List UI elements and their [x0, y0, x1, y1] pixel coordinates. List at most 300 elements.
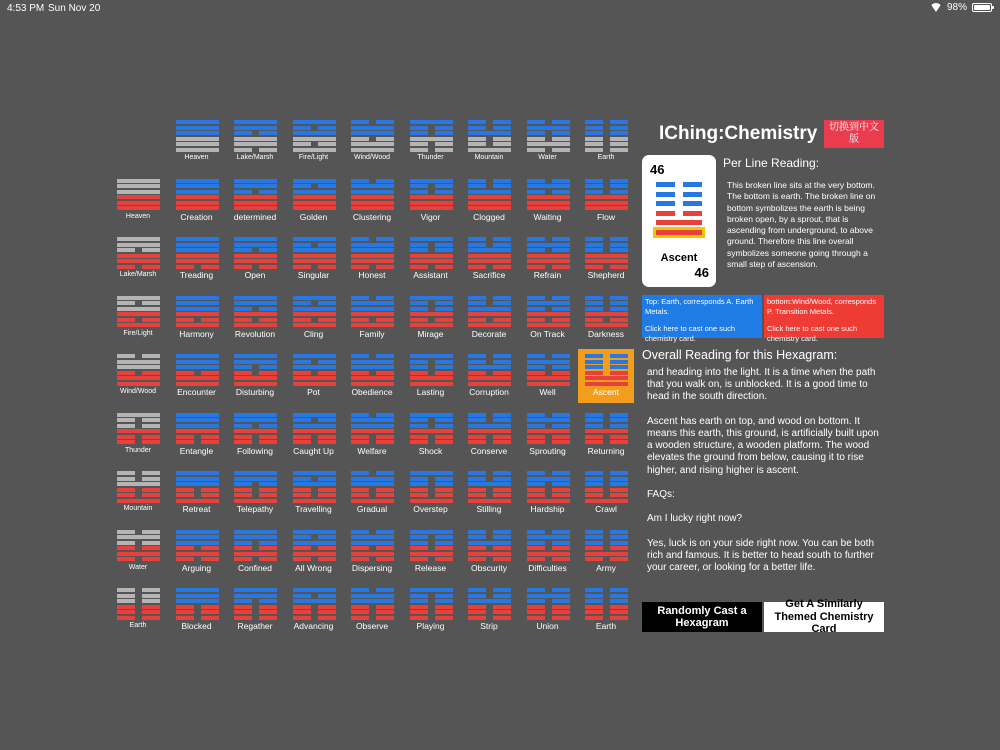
broken-line — [468, 488, 511, 492]
cell-label: Darkness — [588, 328, 624, 339]
solid-line — [176, 142, 219, 146]
per-line-text: This broken line sits at the very bottom. The bottom is earth. The broken line on bottom symbolizes the earth is being broken open, by a sprout, that is ascending from underground, to above ground. Therefore this line overall symbolizes someone going through a small step of ascension. — [727, 180, 876, 270]
card-line — [656, 220, 702, 225]
hexagram-cell[interactable] — [578, 349, 634, 403]
solid-line — [176, 418, 219, 422]
hexagram-cell[interactable] — [344, 174, 400, 228]
hexagram-lines — [468, 296, 511, 330]
hexagram-cell[interactable] — [403, 291, 459, 345]
similar-card-button[interactable]: Get A Similarly Themed Chemistry Card — [764, 602, 884, 632]
broken-line — [234, 482, 277, 486]
hexagram-cell[interactable] — [227, 466, 283, 520]
broken-line — [527, 413, 570, 417]
solid-line — [410, 195, 453, 199]
cell-label: Golden — [299, 211, 328, 222]
hexagram-cell[interactable] — [227, 583, 283, 637]
broken-line — [293, 126, 336, 130]
hexagram-cell[interactable] — [227, 174, 283, 228]
solid-line — [234, 429, 277, 433]
hexagram-lines — [293, 471, 336, 505]
solid-line — [351, 360, 394, 364]
bottom-trigram-info-button[interactable] — [764, 295, 884, 343]
hexagram-cell[interactable] — [520, 466, 576, 520]
broken-line — [351, 237, 394, 241]
hexagram-cell[interactable] — [461, 466, 517, 520]
broken-line — [351, 435, 394, 439]
hexagram-lines — [468, 588, 511, 622]
broken-line — [351, 557, 394, 561]
broken-line — [234, 365, 277, 369]
broken-line — [527, 557, 570, 561]
hexagram-cell[interactable] — [403, 583, 459, 637]
cell-label: Creation — [180, 211, 213, 222]
solid-line — [468, 254, 511, 258]
hexagram-cell[interactable] — [520, 408, 576, 462]
solid-line — [176, 131, 219, 135]
broken-line — [585, 424, 628, 428]
solid-line — [527, 360, 570, 364]
broken-line — [527, 248, 570, 252]
broken-line — [351, 354, 394, 358]
cell-label: Travelling — [295, 504, 332, 514]
hexagram-lines — [117, 179, 160, 213]
solid-line — [234, 594, 277, 598]
broken-line — [527, 179, 570, 183]
solid-line — [410, 137, 453, 141]
solid-line — [234, 195, 277, 199]
hexagram-cell[interactable] — [227, 525, 283, 579]
hexagram-cell[interactable] — [403, 408, 459, 462]
faq-question: Am I lucky right now? — [647, 513, 743, 525]
hexagram-cell[interactable] — [169, 408, 225, 462]
cell-label: Ascent — [593, 387, 619, 397]
broken-line — [117, 471, 160, 475]
broken-line — [410, 541, 453, 545]
cell-label: Arguing — [181, 562, 212, 573]
solid-line — [351, 382, 394, 386]
hexagram-lines — [351, 530, 394, 564]
hexagram-cell[interactable] — [461, 174, 517, 228]
solid-line — [527, 254, 570, 258]
solid-line — [117, 237, 160, 241]
hexagram-cell[interactable] — [520, 174, 576, 228]
broken-line — [293, 184, 336, 188]
solid-line — [468, 259, 511, 263]
broken-line — [351, 616, 394, 620]
hexagram-cell[interactable] — [520, 349, 576, 403]
solid-line — [585, 499, 628, 503]
hexagram-cell[interactable] — [403, 232, 459, 286]
hexagram-cell[interactable] — [578, 232, 634, 286]
solid-line — [293, 588, 336, 592]
random-cast-button[interactable]: Randomly Cast a Hexagram — [642, 602, 762, 632]
broken-line — [468, 605, 511, 609]
top-trigram-header[interactable] — [344, 115, 400, 169]
cell-label: Playing — [416, 621, 445, 631]
hexagram-cell[interactable] — [227, 232, 283, 286]
cell-label: Difficulties — [528, 562, 567, 573]
broken-line — [117, 477, 160, 481]
hexagram-lines — [293, 120, 336, 154]
hexagram-cell[interactable] — [286, 583, 342, 637]
broken-line — [410, 599, 453, 603]
broken-line — [176, 440, 219, 444]
hexagram-cell[interactable] — [461, 232, 517, 286]
broken-line — [527, 354, 570, 358]
bottom-trigram-header[interactable] — [110, 408, 166, 462]
hexagram-lines — [293, 296, 336, 330]
cell-label: Blocked — [181, 621, 212, 631]
cell-label: Entangle — [179, 445, 214, 456]
bottom-trigram-header[interactable] — [110, 349, 166, 403]
hexagram-lines — [468, 471, 511, 505]
hexagram-cell[interactable] — [578, 466, 634, 520]
broken-line — [293, 243, 336, 247]
hexagram-cell[interactable] — [520, 525, 576, 579]
hexagram-cell[interactable] — [578, 583, 634, 637]
hexagram-cell[interactable] — [578, 291, 634, 345]
hexagram-lines — [468, 413, 511, 447]
hexagram-cell[interactable] — [286, 466, 342, 520]
cell-label: Mountain — [474, 154, 504, 161]
broken-line — [351, 179, 394, 183]
cell-label: All Wrong — [295, 562, 332, 573]
hexagram-cell[interactable] — [227, 291, 283, 345]
hexagram-lines — [351, 354, 394, 388]
hexagram-cell[interactable] — [344, 232, 400, 286]
cell-label: Disturbing — [235, 387, 275, 397]
hexagram-lines — [293, 530, 336, 564]
hexagram-cell[interactable] — [461, 583, 517, 637]
hexagram-cell[interactable] — [169, 525, 225, 579]
broken-line — [117, 557, 160, 561]
card-hexagram-lines — [656, 182, 702, 240]
broken-line — [117, 530, 160, 534]
solid-line — [176, 413, 219, 417]
solid-line — [527, 195, 570, 199]
broken-line — [410, 365, 453, 369]
bottom-trigram-header[interactable] — [110, 174, 166, 228]
solid-line — [176, 259, 219, 263]
broken-line — [234, 605, 277, 609]
cell-label: Strip — [480, 621, 498, 631]
hexagram-cell[interactable] — [169, 466, 225, 520]
broken-line — [468, 413, 511, 417]
solid-line — [527, 418, 570, 422]
broken-line — [527, 371, 570, 375]
hexagram-card — [642, 155, 716, 287]
solid-line — [468, 365, 511, 369]
solid-line — [293, 429, 336, 433]
solid-line — [176, 201, 219, 205]
card-line — [656, 201, 702, 206]
hexagram-cell[interactable] — [520, 232, 576, 286]
solid-line — [468, 552, 511, 556]
broken-line — [410, 440, 453, 444]
hexagram-lines — [176, 530, 219, 564]
top-trigram-text: Top: Earth, corresponds A. Earth Metals. — [645, 297, 754, 316]
cell-label: Dispersing — [351, 562, 393, 573]
cell-label: Fire/Light — [123, 329, 153, 337]
bottom-trigram-link[interactable]: Click here to cast one such chemistry card. — [767, 324, 858, 343]
solid-line — [293, 499, 336, 503]
hexagram-lines — [585, 296, 628, 330]
hexagram-lines — [468, 354, 511, 388]
broken-line — [176, 605, 219, 609]
solid-line — [117, 499, 160, 503]
hexagram-cell[interactable] — [169, 232, 225, 286]
solid-line — [351, 365, 394, 369]
hexagram-cell[interactable] — [169, 174, 225, 228]
broken-line — [351, 471, 394, 475]
broken-line — [293, 440, 336, 444]
solid-line — [351, 477, 394, 481]
top-trigram-header[interactable] — [403, 115, 459, 169]
hexagram-cell[interactable] — [344, 525, 400, 579]
hexagram-cell[interactable] — [403, 174, 459, 228]
solid-line — [468, 131, 511, 135]
hexagram-cell[interactable] — [344, 291, 400, 345]
bottom-trigram-header[interactable] — [110, 466, 166, 520]
solid-line — [234, 471, 277, 475]
broken-line — [410, 248, 453, 252]
top-trigram-header[interactable] — [286, 115, 342, 169]
solid-line — [410, 254, 453, 258]
solid-line — [351, 541, 394, 545]
solid-line — [410, 499, 453, 503]
solid-line — [585, 312, 628, 316]
cell-label: Clogged — [473, 211, 505, 222]
top-trigram-link[interactable]: Click here to cast one such chemistry card. — [645, 324, 736, 343]
broken-line — [351, 605, 394, 609]
broken-line — [527, 488, 570, 492]
solid-line — [410, 312, 453, 316]
hexagram-cell[interactable] — [344, 466, 400, 520]
cell-label: Telepathy — [236, 504, 274, 514]
broken-line — [585, 120, 628, 124]
solid-line — [410, 471, 453, 475]
hexagram-lines — [585, 471, 628, 505]
broken-line — [410, 594, 453, 598]
hexagram-cell[interactable] — [403, 349, 459, 403]
cell-label: Union — [536, 621, 559, 631]
hexagram-cell[interactable] — [344, 349, 400, 403]
hexagram-cell[interactable] — [169, 349, 225, 403]
hexagram-lines — [293, 413, 336, 447]
broken-line — [468, 471, 511, 475]
hexagram-cell[interactable] — [461, 291, 517, 345]
card-number-top: 46 — [650, 162, 665, 177]
hexagram-lines — [585, 530, 628, 564]
broken-line — [234, 371, 277, 375]
solid-line — [293, 541, 336, 545]
solid-line — [468, 190, 511, 194]
hexagram-lines — [351, 471, 394, 505]
hexagram-cell[interactable] — [578, 408, 634, 462]
solid-line — [351, 307, 394, 311]
hexagram-lines — [117, 354, 160, 388]
cell-label: Shock — [418, 445, 443, 456]
hexagram-cell[interactable] — [403, 466, 459, 520]
broken-line — [585, 605, 628, 609]
hexagram-cell[interactable] — [286, 174, 342, 228]
broken-line — [234, 493, 277, 497]
hexagram-cell[interactable] — [461, 408, 517, 462]
bottom-trigram-header[interactable] — [110, 583, 166, 637]
hexagram-lines — [468, 179, 511, 213]
hexagram-lines — [293, 588, 336, 622]
solid-line — [117, 323, 160, 327]
solid-line — [351, 131, 394, 135]
solid-line — [234, 382, 277, 386]
cell-label: Welfare — [357, 445, 387, 456]
hexagram-cell[interactable] — [461, 525, 517, 579]
solid-line — [293, 312, 336, 316]
broken-line — [410, 557, 453, 561]
solid-line — [293, 413, 336, 417]
hexagram-cell[interactable] — [344, 408, 400, 462]
broken-line — [468, 588, 511, 592]
broken-line — [117, 424, 160, 428]
solid-line — [527, 126, 570, 130]
per-line-title: Per Line Reading: — [723, 156, 820, 170]
solid-line — [293, 424, 336, 428]
solid-line — [293, 530, 336, 534]
cell-label: Thunder — [417, 154, 444, 161]
solid-line — [176, 376, 219, 380]
solid-line — [293, 296, 336, 300]
solid-line — [410, 201, 453, 205]
broken-line — [527, 365, 570, 369]
cell-label: Caught Up — [293, 445, 334, 456]
hexagram-cell[interactable] — [578, 174, 634, 228]
broken-line — [527, 265, 570, 269]
solid-line — [351, 301, 394, 305]
solid-line — [117, 201, 160, 205]
cell-label: On Track — [530, 328, 565, 339]
solid-line — [351, 148, 394, 152]
cell-label: Following — [237, 445, 273, 456]
solid-line — [293, 552, 336, 556]
hexagram-cell[interactable] — [520, 583, 576, 637]
broken-line — [410, 605, 453, 609]
broken-line — [234, 557, 277, 561]
hexagram-cell[interactable] — [578, 525, 634, 579]
broken-line — [234, 248, 277, 252]
hexagram-cell[interactable] — [344, 583, 400, 637]
solid-line — [176, 424, 219, 428]
broken-line — [468, 237, 511, 241]
solid-line — [176, 429, 219, 433]
solid-line — [468, 482, 511, 486]
top-trigram-header[interactable] — [578, 115, 634, 169]
solid-line — [176, 354, 219, 358]
cell-label: Shepherd — [587, 270, 625, 280]
broken-line — [527, 530, 570, 534]
solid-line — [293, 206, 336, 210]
broken-line — [585, 557, 628, 561]
solid-line — [527, 243, 570, 247]
broken-line — [468, 179, 511, 183]
hexagram-lines — [117, 471, 160, 505]
solid-line — [468, 424, 511, 428]
solid-line — [468, 499, 511, 503]
broken-line — [410, 148, 453, 152]
hexagram-cell[interactable] — [286, 525, 342, 579]
broken-line — [585, 148, 628, 152]
broken-line — [585, 296, 628, 300]
broken-line — [527, 148, 570, 152]
solid-line — [176, 599, 219, 603]
hexagram-cell[interactable] — [227, 408, 283, 462]
hexagram-cell[interactable] — [169, 583, 225, 637]
hexagram-lines — [234, 530, 277, 564]
bottom-trigram-header[interactable] — [110, 232, 166, 286]
top-trigram-header[interactable] — [227, 115, 283, 169]
hexagram-cell[interactable] — [520, 291, 576, 345]
cell-label: Thunder — [124, 446, 152, 454]
solid-line — [527, 259, 570, 263]
bottom-trigram-header[interactable] — [110, 525, 166, 579]
solid-line — [293, 248, 336, 252]
hexagram-lines — [410, 354, 453, 388]
cell-label: Returning — [587, 445, 625, 456]
broken-line — [585, 413, 628, 417]
hexagram-cell[interactable] — [286, 408, 342, 462]
hexagram-lines — [585, 588, 628, 622]
top-trigram-header[interactable] — [169, 115, 225, 169]
solid-line — [293, 482, 336, 486]
solid-line — [293, 179, 336, 183]
hexagram-cell[interactable] — [286, 232, 342, 286]
solid-line — [234, 360, 277, 364]
hexagram-cell[interactable] — [403, 525, 459, 579]
solid-line — [527, 499, 570, 503]
hexagram-cell[interactable] — [286, 349, 342, 403]
top-trigram-info-button[interactable] — [642, 295, 762, 343]
hexagram-cell[interactable] — [461, 349, 517, 403]
solid-line — [117, 382, 160, 386]
hexagram-cell[interactable] — [286, 291, 342, 345]
solid-line — [351, 259, 394, 263]
broken-line — [117, 610, 160, 614]
broken-line — [468, 535, 511, 539]
hexagram-cell[interactable] — [169, 291, 225, 345]
hexagram-lines — [527, 354, 570, 388]
cell-label: Water — [128, 563, 148, 571]
top-trigram-header[interactable] — [461, 115, 517, 169]
broken-line — [468, 243, 511, 247]
broken-line — [468, 440, 511, 444]
top-trigram-header[interactable] — [520, 115, 576, 169]
bottom-trigram-header[interactable] — [110, 291, 166, 345]
solid-line — [234, 137, 277, 141]
cell-label: Advancing — [293, 621, 334, 631]
cell-label: Mirage — [417, 328, 444, 339]
solid-line — [351, 312, 394, 316]
solid-line — [468, 323, 511, 327]
solid-line — [351, 184, 394, 188]
broken-line — [527, 237, 570, 241]
language-toggle-button[interactable]: 切换到中文版 — [824, 120, 884, 148]
card-number-bottom: 46 — [694, 265, 709, 280]
hexagram-lines — [410, 296, 453, 330]
hexagram-lines — [410, 179, 453, 213]
solid-line — [351, 429, 394, 433]
hexagram-cell[interactable] — [227, 349, 283, 403]
broken-line — [410, 424, 453, 428]
broken-line — [410, 360, 453, 364]
